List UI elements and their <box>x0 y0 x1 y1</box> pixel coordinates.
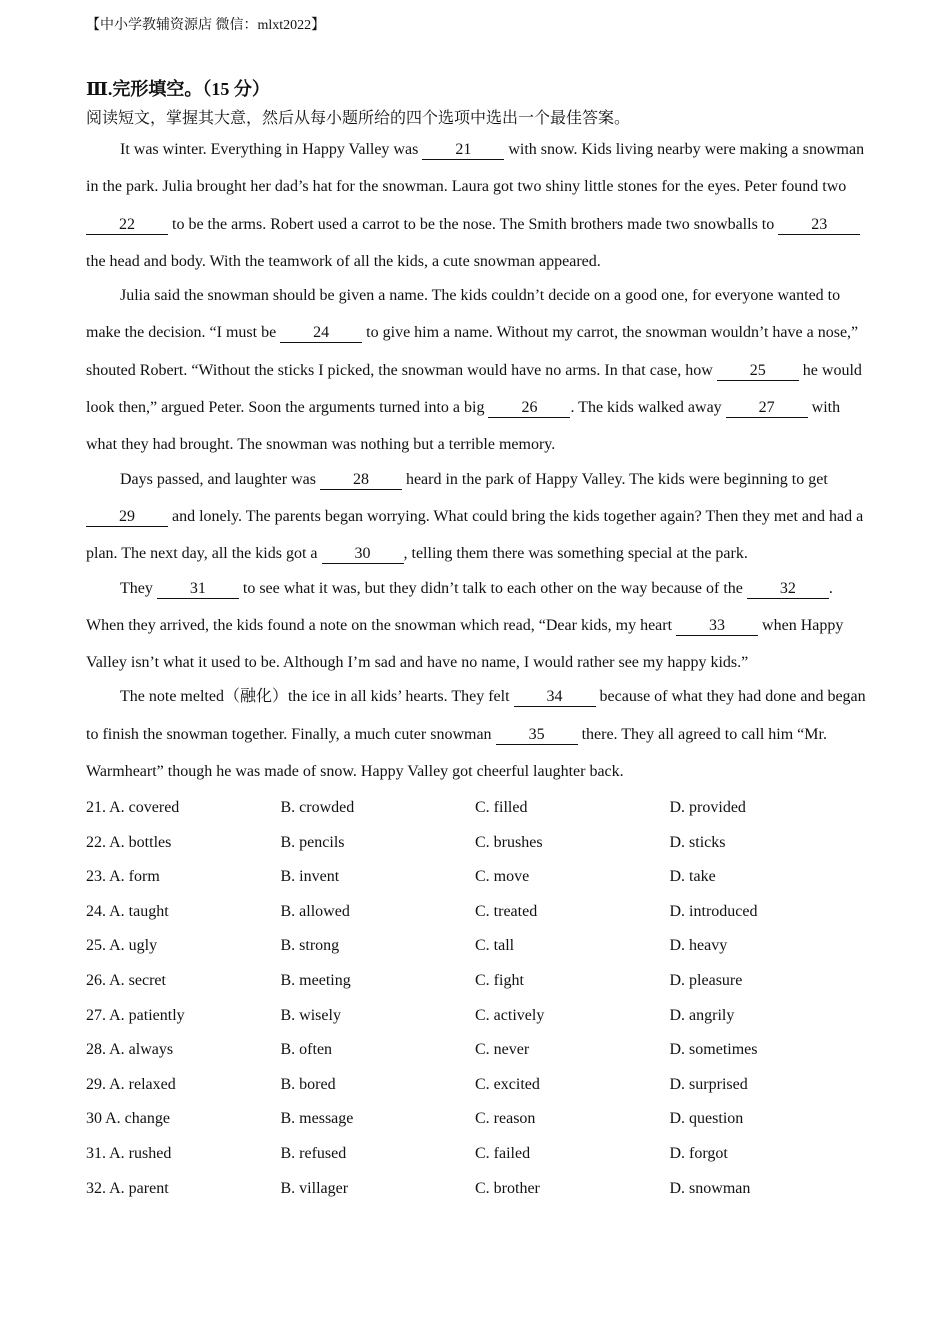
option-c: C. tall <box>475 937 515 955</box>
source-header: 【中小学教辅资源店 微信：mlxt2022】 <box>86 18 326 33</box>
option-row-26 <box>86 969 886 1004</box>
passage-text: It was winter. Everything in Happy Valley was <box>120 141 423 158</box>
option-b: B. refused <box>280 1144 347 1162</box>
passage-paragraph-3 <box>86 461 866 573</box>
option-d: D. pleasure <box>669 971 743 989</box>
option-c: C. move <box>475 868 530 886</box>
option-c: C. excited <box>475 1075 540 1093</box>
option-row-25 <box>86 934 886 969</box>
option-d: D. angrily <box>669 1006 735 1024</box>
passage-text: . The kids walked away <box>570 399 726 417</box>
option-d: D. surprised <box>669 1075 748 1093</box>
blank-30: 30 <box>322 545 404 564</box>
blank-29: 29 <box>86 508 168 527</box>
option-a: 27. A. patiently <box>86 1006 185 1024</box>
option-row-32 <box>86 1177 886 1212</box>
option-d: D. forgot <box>669 1144 728 1162</box>
blank-24: 24 <box>280 324 362 343</box>
blank-26: 26 <box>488 399 570 418</box>
option-c: C. brushes <box>475 833 543 851</box>
blank-27: 27 <box>726 399 808 418</box>
passage-text: Days passed, and laughter was <box>120 470 320 488</box>
option-b: B. message <box>280 1110 354 1128</box>
option-row-29 <box>86 1073 886 1108</box>
option-row-30 <box>86 1107 886 1142</box>
option-c: C. reason <box>475 1110 536 1128</box>
option-c: C. treated <box>475 902 538 920</box>
option-a: 26. A. secret <box>86 971 166 989</box>
option-a: 21. A. covered <box>86 799 180 816</box>
passage-paragraph-4 <box>86 570 866 682</box>
passage-text: with what they had brought. The snowman was nothing but a terrible memory. <box>86 399 841 454</box>
passage-text: there. They all agreed to call him “Mr. Warmheart” though he was made of snow. Happy Valley got cheerful laughter back. <box>86 725 827 781</box>
option-d: D. heavy <box>669 937 728 955</box>
option-a: 24. A. taught <box>86 902 169 920</box>
option-d: D. question <box>669 1110 744 1128</box>
option-c: C. filled <box>475 799 528 816</box>
option-row-28 <box>86 1038 886 1073</box>
blank-31: 31 <box>157 580 239 599</box>
option-b: B. allowed <box>280 902 350 920</box>
option-b: B. invent <box>280 868 340 886</box>
passage-text: . When they arrived, the kids found a note on the snowman which read, “Dear kids, my heart <box>86 579 833 634</box>
passage-text: and lonely. The parents began worrying. What could bring the kids together again? Then they met and had a plan. The next day, all the kids got a <box>86 507 864 563</box>
option-a: 32. A. parent <box>86 1179 169 1197</box>
cloze-passage <box>86 131 866 787</box>
option-a: 23. A. form <box>86 868 160 886</box>
option-row-31 <box>86 1142 886 1177</box>
option-b: B. bored <box>280 1075 336 1093</box>
option-row-22 <box>86 831 886 866</box>
section-instruction: 阅读短文，掌握其大意，然后从每小题所给的四个选项中选出一个最佳答案。 <box>86 110 631 127</box>
passage-text: heard in the park of Happy Valley. The kids were beginning to get <box>401 470 828 488</box>
blank-28: 28 <box>320 471 402 490</box>
blank-23: 23 <box>778 216 860 235</box>
blank-34: 34 <box>514 688 596 707</box>
option-row-24 <box>86 900 886 935</box>
option-d: D. take <box>669 868 716 886</box>
option-a: 22. A. bottles <box>86 833 172 851</box>
option-b: B. strong <box>280 937 340 955</box>
passage-paragraph-2 <box>86 277 866 463</box>
blank-32: 32 <box>747 580 829 599</box>
passage-text: The note melted（融化）the ice in all kids’ hearts. They felt <box>120 688 514 706</box>
option-a: 25. A. ugly <box>86 937 158 955</box>
option-c: C. actively <box>475 1006 545 1024</box>
section-title: Ⅲ.完形填空。（15 分） <box>86 79 270 99</box>
option-d: D. provided <box>669 799 746 816</box>
option-a: 28. A. always <box>86 1041 174 1059</box>
passage-text: because of what they had done and began to finish the snowman together. Finally, a much cuter snowman <box>86 688 866 743</box>
option-c: C. failed <box>475 1144 531 1162</box>
passage-text: to be the arms. Robert used a carrot to be the nose. The Smith brothers made two snowballs to <box>168 215 779 233</box>
option-row-21 <box>86 796 886 831</box>
option-d: D. sometimes <box>669 1041 758 1059</box>
option-b: B. pencils <box>280 833 345 851</box>
option-a: 31. A. rushed <box>86 1144 172 1162</box>
blank-21: 21 <box>422 141 504 160</box>
blank-35: 35 <box>496 726 578 745</box>
option-b: B. villager <box>280 1179 349 1197</box>
passage-text: They <box>120 579 157 597</box>
passage-text: Julia said the snowman should be given a name. The kids couldn’t decide on a good one, for everyone wanted to make the decision. “I must be <box>86 287 841 342</box>
option-b: B. meeting <box>280 971 351 989</box>
option-a: 30 A. change <box>86 1110 170 1128</box>
option-a: 29. A. relaxed <box>86 1075 176 1093</box>
passage-paragraph-5 <box>86 678 866 790</box>
passage-text: , telling them there was something special at the park. <box>403 545 748 563</box>
blank-33: 33 <box>676 617 758 636</box>
passage-text: when Happy Valley isn’t what it used to be. Although I’m sad and have no name, I would rather see my happy kids.” <box>86 616 844 672</box>
option-b: B. wisely <box>280 1006 341 1024</box>
option-d: D. snowman <box>669 1179 751 1197</box>
passage-text: he would look then,” argued Peter. Soon the arguments turned into a big <box>86 361 862 417</box>
option-b: B. often <box>280 1041 333 1059</box>
answer-options <box>86 796 886 1211</box>
option-d: D. introduced <box>669 902 758 920</box>
passage-text: with snow. Kids living nearby were making a snowman in the park. Julia brought her dad’s hat for the snowman. Laura got two shiny little stones for the eyes. Peter found two <box>86 141 865 196</box>
option-b: B. crowded <box>280 799 355 816</box>
option-c: C. never <box>475 1041 530 1059</box>
passage-text: the head and body. With the teamwork of all the kids, a cute snowman appeared. <box>86 252 601 270</box>
option-c: C. fight <box>475 971 524 989</box>
option-d: D. sticks <box>669 833 726 851</box>
blank-25: 25 <box>717 362 799 381</box>
option-row-23 <box>86 865 886 900</box>
passage-text: to see what it was, but they didn’t talk to each other on the way because of the <box>238 579 747 597</box>
blank-22: 22 <box>86 216 168 235</box>
passage-text: to give him a name. Without my carrot, the snowman wouldn’t have a nose,” shouted Robert. “Without the sticks I picked, the snowman would have no arms. In that case, how <box>86 324 859 379</box>
passage-paragraph-1 <box>86 131 866 280</box>
option-row-27 <box>86 1004 886 1039</box>
option-c: C. brother <box>475 1179 540 1197</box>
